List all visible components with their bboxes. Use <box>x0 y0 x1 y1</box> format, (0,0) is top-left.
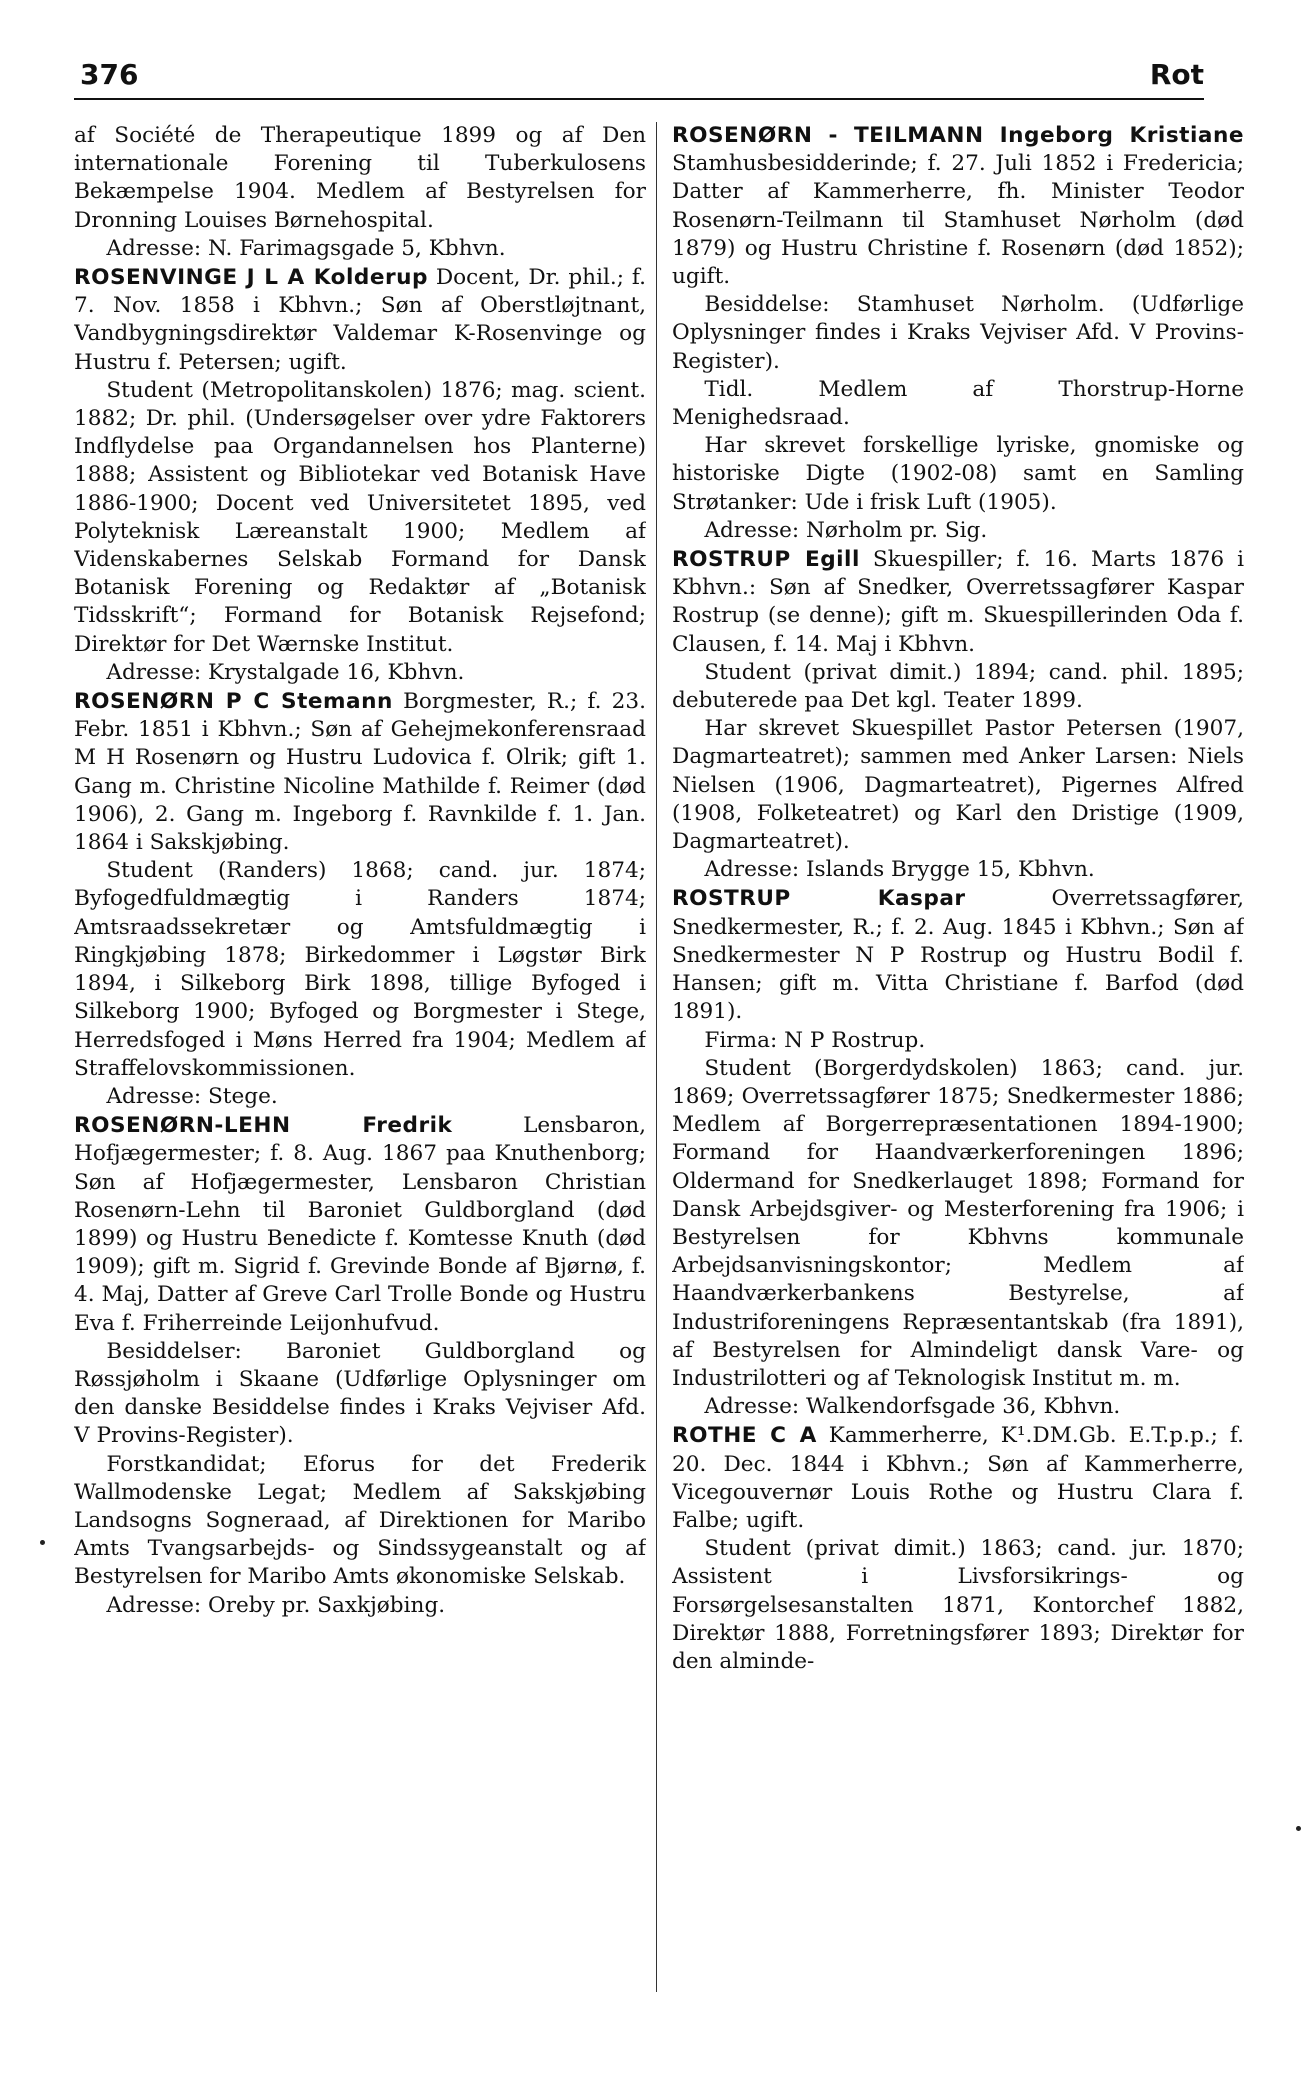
paragraph-text: Student (Metropolitanskolen) 1876; mag. scient. 1882; Dr. phil. (Undersøgelser over ydre Faktorers Indflydelse paa Organdannelsen hos Planterne) 1888; Assistent og Bibliotekar ved Botanisk Have 1886-1900; Docent ved Universitetet 1895, ved Polyteknisk Læreanstalt 1900; Medlem af Videnskabernes Selskab Formand for Dansk Botanisk Forening og Redaktør af „Botanisk Tidsskrift“; Formand for Botanisk Rejsefond; Direktør for Det Wærnske Institut. <box>74 377 646 657</box>
paragraph-text: Har skrevet forskellige lyriske, gnomiske og historiske Digte (1902-08) samt en Samling Strøtanker: Ude i frisk Luft (1905). <box>672 433 1244 515</box>
entry-paragraph <box>672 1027 1244 1055</box>
entry-paragraph <box>74 1083 646 1111</box>
entry-name: ROSENØRN-LEHN Fredrik <box>74 1113 453 1139</box>
paragraph-text: Adresse: N. Farimagsgade 5, Kbhvn. <box>106 235 506 261</box>
entry-paragraph <box>74 235 646 263</box>
paragraph-text: Student (privat dimit.) 1894; cand. phil. 1895; debuterede paa Det kgl. Teater 1899. <box>672 659 1244 714</box>
entry-intro <box>672 1422 1244 1535</box>
entry-paragraph <box>672 715 1244 856</box>
biography-entry <box>672 546 1244 884</box>
paragraph-text: Adresse: Krystalgade 16, Kbhvn. <box>106 659 465 685</box>
paragraph-text: Lensbaron, Hofjægermester; f. 8. Aug. 1867 paa Knuthenborg; Søn af Hofjægermester, Lensbaron Christian Rosenørn-Lehn til Baroniet Guldborgland (død 1899) og Hustru Benedicte f. Komtesse Knuth (død 1909); gift m. Sigrid f. Grevinde Bonde af Bjørnø, f. 4. Maj, Datter af Greve Carl Trolle Bonde og Hustru Eva f. Friherreinde Leijonhufvud. <box>74 1113 646 1336</box>
entry-intro <box>74 1112 646 1338</box>
entry-paragraph <box>672 856 1244 884</box>
paragraph-text: Besiddelser: Baroniet Guldborgland og Røssjøholm i Skaane (Udførlige Oplysninger om den danske Besiddelse findes i Kraks Vejviser Afd. V Provins-Register). <box>74 1338 646 1449</box>
entry-paragraph <box>672 517 1244 545</box>
paragraph-text: Borgmester, R.; f. 23. Febr. 1851 i Kbhvn.; Søn af Gehejmekonferensraad M H Rosenørn og Hustru Ludovica f. Olrik; gift 1. Gang m. Christine Nicoline Mathilde f. Reimer (død 1906), 2. Gang m. Ingeborg f. Ravnkilde f. 1. Jan. 1864 i Sakskjøbing. <box>74 689 646 856</box>
paragraph-text: Overretssagfører, Snedkermester, R.; f. 2. Aug. 1845 i Kbhvn.; Søn af Snedkermester N P Rostrup og Hustru Bodil f. Hansen; gift m. Vitta Christiane f. Barfod (død 1891). <box>672 886 1244 1025</box>
entry-name: ROTHE C A <box>672 1423 817 1449</box>
entry-name: ROSENØRN - TEILMANN Ingeborg Kristiane <box>672 123 1244 148</box>
biography-entry <box>672 1422 1244 1676</box>
paragraph-text: Tidl. Medlem af Thorstrup-Horne Menighedsraad. <box>672 376 1244 431</box>
biography-entry <box>74 1112 646 1620</box>
entry-paragraph <box>74 1451 646 1592</box>
paragraph-text: Docent, Dr. phil.; f. 7. Nov. 1858 i Kbhvn.; Søn af Oberstløjtnant, Vandbygningsdirektør Valdemar K-Rosenvinge og Hustru f. Petersen; ugift. <box>74 265 646 375</box>
paragraph-text: Student (privat dimit.) 1863; cand. jur. 1870; Assistent i Livsforsikrings- og Forsørgelsesanstalten 1871, Kontorchef 1882, Direktør 1888, Forretningsfører 1893; Direktør for den alminde- <box>672 1536 1244 1674</box>
entry-paragraph <box>74 857 646 1083</box>
paragraph-text: Adresse: Islands Brygge 15, Kbhvn. <box>704 857 1095 883</box>
paragraph-text: Adresse: Stege. <box>106 1083 278 1109</box>
entry-paragraph <box>672 1535 1244 1676</box>
paragraph-text: Besiddelse: Stamhuset Nørholm. (Udførlige Oplysninger findes i Kraks Vejviser Afd. V Provins-Register). <box>672 292 1244 374</box>
entry-name: ROSTRUP Kaspar <box>672 886 966 912</box>
paragraph-text: Firma: N P Rostrup. <box>704 1027 926 1053</box>
paragraph-text: Adresse: Oreby pr. Saxkjøbing. <box>106 1592 446 1618</box>
entry-paragraph <box>74 1338 646 1451</box>
entry-paragraph <box>672 291 1244 376</box>
paragraph-text: Adresse: Nørholm pr. Sig. <box>704 517 988 543</box>
paragraph-text: Stamhusbesidderinde; f. 27. Juli 1852 i Fredericia; Datter af Kammerherre, fh. Minister Teodor Rosenørn-Teilmann til Stamhuset Nørholm (død 1879) og Hustru Christine f. Rosenørn (død 1852); ugift. <box>672 151 1244 290</box>
entry-intro <box>672 546 1244 659</box>
entry-paragraph <box>672 1393 1244 1421</box>
entry-intro <box>74 688 646 857</box>
biography-entry <box>74 122 646 263</box>
paragraph-text: af Société de Therapeutique 1899 og af Den internationale Forening til Tuberkulosens Bekæmpelse 1904. Medlem af Bestyrelsen for Dronning Louises Børnehospital. <box>74 123 646 233</box>
entry-paragraph <box>672 659 1244 715</box>
page-header <box>74 58 1204 100</box>
entry-name: ROSTRUP Egill <box>672 547 860 573</box>
running-head: Rot <box>1149 58 1204 91</box>
margin-dot-mark <box>1296 1826 1301 1831</box>
entry-intro <box>672 122 1244 291</box>
entry-intro <box>74 264 646 377</box>
biography-entry <box>672 885 1244 1421</box>
paragraph-text: Adresse: Walkendorfsgade 36, Kbhvn. <box>704 1394 1121 1420</box>
paragraph-text: Skuespiller; f. 16. Marts 1876 i Kbhvn.: Søn af Snedker, Overretssagfører Kaspar Rostrup (se denne); gift m. Skuespillerinden Oda f. Clausen, f. 14. Maj i Kbhvn. <box>672 547 1244 657</box>
biography-entry <box>672 122 1244 545</box>
paragraph-text: Student (Borgerdydskolen) 1863; cand. jur. 1869; Overretssagfører 1875; Snedkermester 1886; Medlem af Borgerrepræsentationen 1894-1900; Formand for Haandværkerforeningen 1896; Oldermand for Snedkerlauget 1898; Formand for Dansk Arbejdsgiver- og Mesterforening fra 1906; i Bestyrelsen for Kbhvns kommunale Arbejdsanvisningskontor; Medlem af Haandværkerbankens Bestyrelse, af Industriforeningens Repræsentantskab (fra 1891), af Bestyrelsen for Almindeligt dansk Vare- og Industrilotteri og af Teknologisk Institut m. m. <box>672 1055 1244 1391</box>
paragraph-text: Kammerherre, K¹.DM.Gb. E.T.p.p.; f. 20. Dec. 1844 i Kbhvn.; Søn af Kammerherre, Vicegouvernør Louis Rothe og Hustru Clara f. Falbe; ugift. <box>672 1423 1244 1533</box>
paragraph-text: Forstkandidat; Eforus for det Frederik Wallmodenske Legat; Medlem af Sakskjøbing Landsogns Sogneraad, af Direktionen for Maribo Amts Tvangsarbejds- og Sindssygeanstalt og af Bestyrelsen for Maribo Amts økonomiske Selskab. <box>74 1451 646 1590</box>
paragraph-text: Har skrevet Skuespillet Pastor Petersen (1907, Dagmarteatret); sammen med Anker Larsen: Niels Nielsen (1906, Dagmarteatret), Pigernes Alfred (1908, Folketeatret) og Karl den Dristige (1909, Dagmarteatret). <box>672 716 1244 855</box>
entry-intro <box>672 885 1244 1026</box>
paragraph-text: Student (Randers) 1868; cand. jur. 1874; Byfogedfuldmægtig i Randers 1874; Amtsraadssekretær og Amtsfuldmægtig i Ringkjøbing 1878; Birkedommer i Løgstør Birk 1894, i Silkeborg Birk 1898, tillige Byfoged i Silkeborg 1900; Byfoged og Borgmester i Stege, Herredsfoged i Møns Herred fra 1904; Medlem af Straffelovskommissionen. <box>74 858 646 1081</box>
page-number: 376 <box>80 58 139 91</box>
biography-entry <box>74 264 646 687</box>
entry-paragraph <box>672 376 1244 432</box>
left-column <box>74 122 646 2002</box>
entry-paragraph <box>74 1592 646 1620</box>
biography-entry <box>74 688 646 1111</box>
entry-name: ROSENØRN P C Stemann <box>74 689 393 715</box>
column-divider <box>656 122 657 1992</box>
margin-dot-mark <box>40 1540 45 1545</box>
entry-paragraph <box>74 659 646 687</box>
entry-name: ROSENVINGE J L A Kolderup <box>74 265 428 291</box>
entry-paragraph <box>74 377 646 659</box>
entry-paragraph <box>672 1055 1244 1393</box>
right-column <box>672 122 1244 2002</box>
entry-intro <box>74 122 646 235</box>
entry-paragraph <box>672 432 1244 517</box>
